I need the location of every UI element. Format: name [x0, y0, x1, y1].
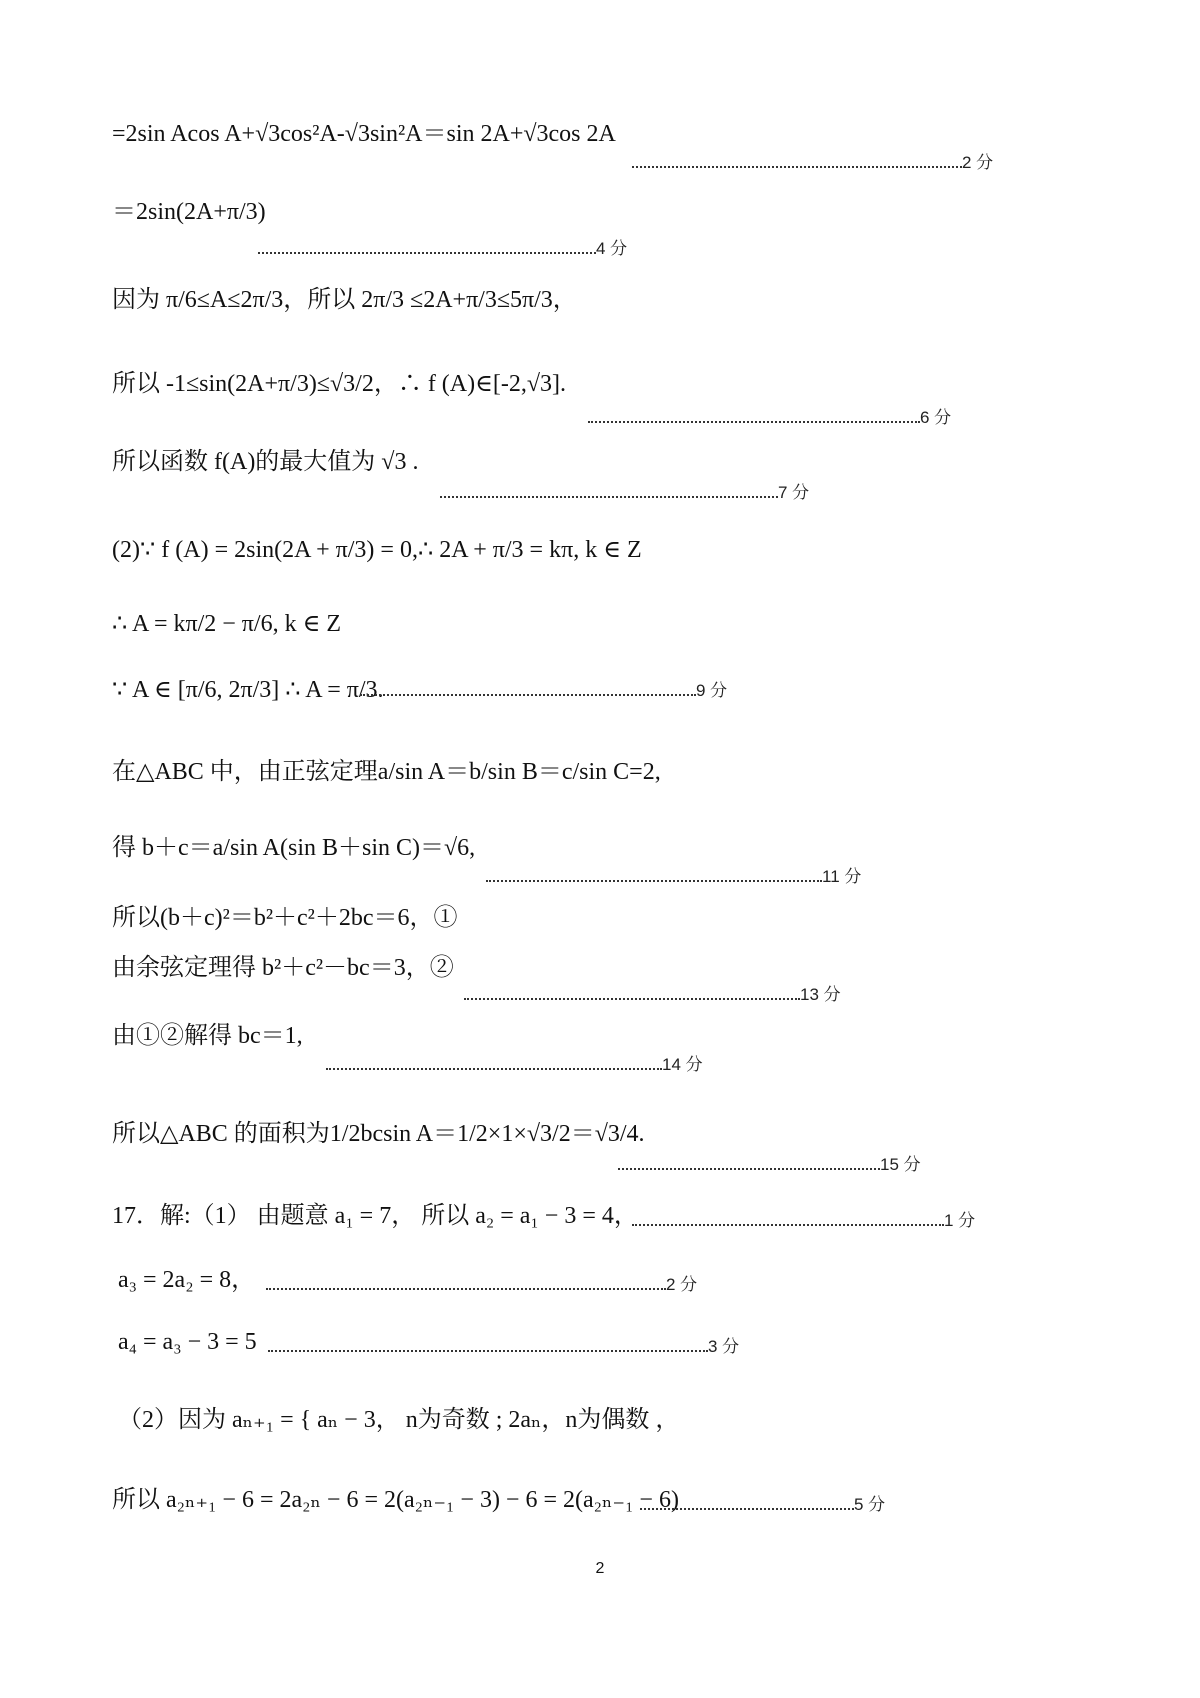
line-2: ＝2sin(2A+π/3) [112, 199, 266, 225]
line-7: ∴ A = kπ/2 − π/6, k ∈ Z [112, 611, 342, 637]
line-16: a₃ = 2a₂ = 8， [118, 1267, 256, 1293]
line-5: 所以函数 f(A)的最大值为 √3 . [112, 449, 419, 475]
line-17: a₄ = a₃ − 3 = 5 [118, 1329, 257, 1355]
line-19: 所以 a₂ₙ₊₁ − 6 = 2a₂ₙ − 6 = 2(a₂ₙ₋₁ − 3) − 6 = 2(a₂ₙ₋₁ − 6) [112, 1487, 679, 1513]
line-8: ∵ A ∈ [π/6, 2π/3] ∴ A = π/3. [112, 677, 384, 703]
line-3: 因为 π/6≤A≤2π/3，所以 2π/3 ≤2A+π/3≤5π/3， [112, 287, 577, 313]
score-14: 14 分 [326, 1050, 703, 1075]
line-14: 所以△ABC 的面积为1/2bcsin A＝1/2×1×√3/2＝√3/4. [112, 1121, 645, 1147]
score-11: 11 分 [486, 862, 861, 887]
score-9: 9 分 [360, 676, 727, 701]
line-9: 在△ABC 中，由正弦定理a/sin A＝b/sin B＝c/sin C=2, [112, 759, 661, 785]
page-number: 2 [595, 1560, 605, 1577]
score-2: 2 分 [632, 148, 993, 173]
line-10: 得 b＋c＝a/sin A(sin B＋sin C)＝√6, [112, 835, 476, 861]
line-15: 17．解:（1） 由题意 a₁ = 7， 所以 a₂ = a₁ − 3 = 4， [112, 1203, 638, 1229]
score-2b: 2 分 [266, 1270, 697, 1295]
line-18: （2）因为 aₙ₊₁ = { aₙ − 3， n为奇数 ; 2aₙ，n为偶数 ， [118, 1407, 680, 1433]
line-13: 由①②解得 bc＝1, [112, 1023, 303, 1049]
line-6: (2)∵ f (A) = 2sin(2A + π/3) = 0,∴ 2A + π/3 = kπ, k ∈ Z [112, 537, 642, 563]
score-1: 1 分 [632, 1206, 975, 1231]
line-1: =2sin Acos A+√3cos²A-√3sin²A＝sin 2A+√3cos 2A [112, 121, 616, 147]
score-5: 5 分 [640, 1490, 885, 1515]
line-12: 由余弦定理得 b²＋c²－bc＝3，② [112, 955, 454, 981]
line-11: 所以(b＋c)²＝b²＋c²＋2bc＝6，① [112, 905, 458, 931]
score-15: 15 分 [618, 1150, 921, 1175]
line-4: 所以 -1≤sin(2A+π/3)≤√3/2，∴ f (A)∈[-2,√3]. [112, 371, 567, 397]
score-13: 13 分 [464, 980, 841, 1005]
score-3: 3 分 [268, 1332, 739, 1357]
score-4: 4 分 [258, 234, 627, 259]
score-6: 6 分 [588, 403, 951, 428]
score-7: 7 分 [440, 478, 809, 503]
